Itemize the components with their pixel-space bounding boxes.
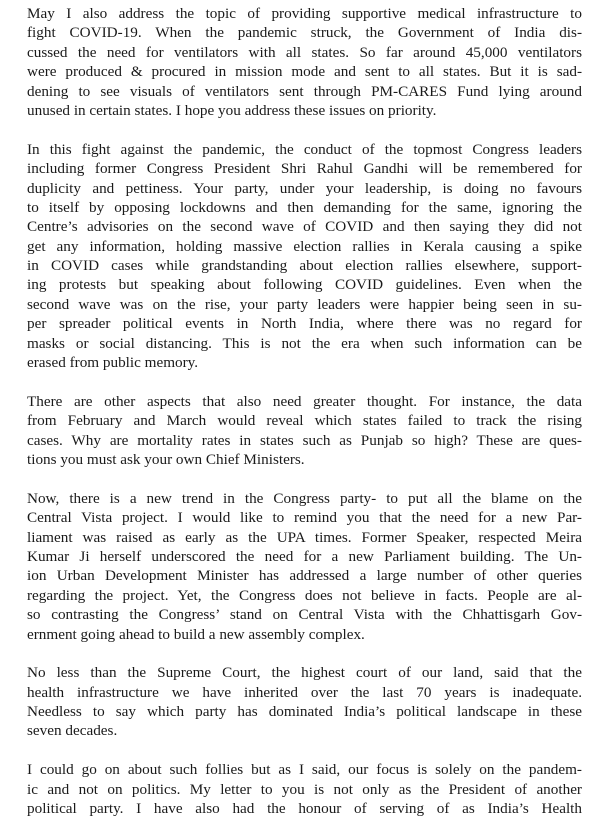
text-line: ic and not on politics. My letter to you is not only as the President of another bbox=[27, 780, 582, 798]
text-line: Central Vista project. I would like to remind you that the need for a new Par- bbox=[27, 509, 582, 527]
text-line: tions you must ask your own Chief Ministers. bbox=[27, 450, 305, 468]
paragraph-central-vista bbox=[27, 489, 582, 644]
text-line: to itself by opposing lockdowns and then demanding for the same, ignoring the bbox=[27, 198, 582, 216]
text-line: masks or social distancing. This is not the era when such information can be bbox=[27, 334, 582, 352]
text-line: get any information, holding massive election rallies in Kerala causing a spike bbox=[27, 237, 582, 255]
text-line: fight COVID-19. When the pandemic struck, the Government of India dis- bbox=[27, 24, 582, 42]
text-line: ernment going ahead to build a new assembly complex. bbox=[27, 625, 365, 643]
text-line: Kumar Ji herself underscored the need for a new Parliament building. The Un- bbox=[27, 547, 582, 565]
text-line: Centre’s advisories on the second wave of COVID and then saying they did not bbox=[27, 218, 582, 236]
text-line: cussed the need for ventilators with all states. So far around 45,000 ventilators bbox=[27, 43, 582, 61]
text-line: There are other aspects that also need greater thought. For instance, the data bbox=[27, 392, 582, 410]
text-line: dening to see visuals of ventilators sent through PM-CARES Fund lying around bbox=[27, 82, 582, 100]
paragraph-supreme-court bbox=[27, 663, 582, 741]
text-line: health infrastructure we have inherited over the last 70 years is inadequate. bbox=[27, 683, 582, 701]
text-line: seven decades. bbox=[27, 722, 118, 740]
text-line: ion Urban Development Minister has addressed a large number of other queries bbox=[27, 567, 582, 585]
text-line: including former Congress President Shri Rahul Gandhi will be remembered for bbox=[27, 160, 582, 178]
text-line: second wave was on the rise, your party leaders were happier being seen in su- bbox=[27, 295, 582, 313]
text-line: liament was raised as early as the UPA times. Former Speaker, respected Meira bbox=[27, 528, 582, 546]
text-line: ing protests but speaking about following COVID guidelines. Even when the bbox=[27, 276, 582, 294]
text-line: cases. Why are mortality rates in states such as Punjab so high? These are ques- bbox=[27, 431, 582, 449]
text-line: Needless to say which party has dominated India’s political landscape in these bbox=[27, 703, 582, 721]
text-line: per spreader political events in North India, where there was no regard for bbox=[27, 315, 582, 333]
paragraph-data-aspects bbox=[27, 392, 582, 470]
paragraph-congress-conduct bbox=[27, 140, 582, 373]
paragraph-follies bbox=[27, 760, 582, 818]
text-line: Now, there is a new trend in the Congress party- to put all the blame on the bbox=[27, 489, 582, 507]
text-line: May I also address the topic of providing supportive medical infrastructure to bbox=[27, 5, 582, 22]
text-line: in COVID cases while grandstanding about election rallies elsewhere, support- bbox=[27, 257, 582, 275]
text-line: No less than the Supreme Court, the highest court of our land, said that the bbox=[27, 664, 582, 682]
letter-body bbox=[27, 4, 582, 838]
text-line: I could go on about such follies but as I said, our focus is solely on the pandem- bbox=[27, 761, 582, 779]
text-line: were produced & procured in mission mode and sent to all states. But it is sad- bbox=[27, 63, 582, 81]
text-line: unused in certain states. I hope you address these issues on priority. bbox=[27, 101, 437, 119]
text-line: duplicity and pettiness. Your party, under your leadership, is doing no favours bbox=[27, 179, 582, 197]
text-line: regarding the project. Yet, the Congress does not believe in facts. People are al- bbox=[27, 586, 582, 604]
text-line: In this fight against the pandemic, the conduct of the topmost Congress leaders bbox=[27, 140, 582, 158]
text-line: political party. I have also had the honour of serving of as India’s Health bbox=[27, 800, 582, 818]
text-line: so contrasting the Congress’ stand on Central Vista with the Chhattisgarh Gov- bbox=[27, 606, 582, 624]
text-line: erased from public memory. bbox=[27, 354, 199, 372]
text-line: from February and March would reveal which states failed to track the rising bbox=[27, 412, 582, 430]
paragraph-ventilators bbox=[27, 4, 582, 120]
